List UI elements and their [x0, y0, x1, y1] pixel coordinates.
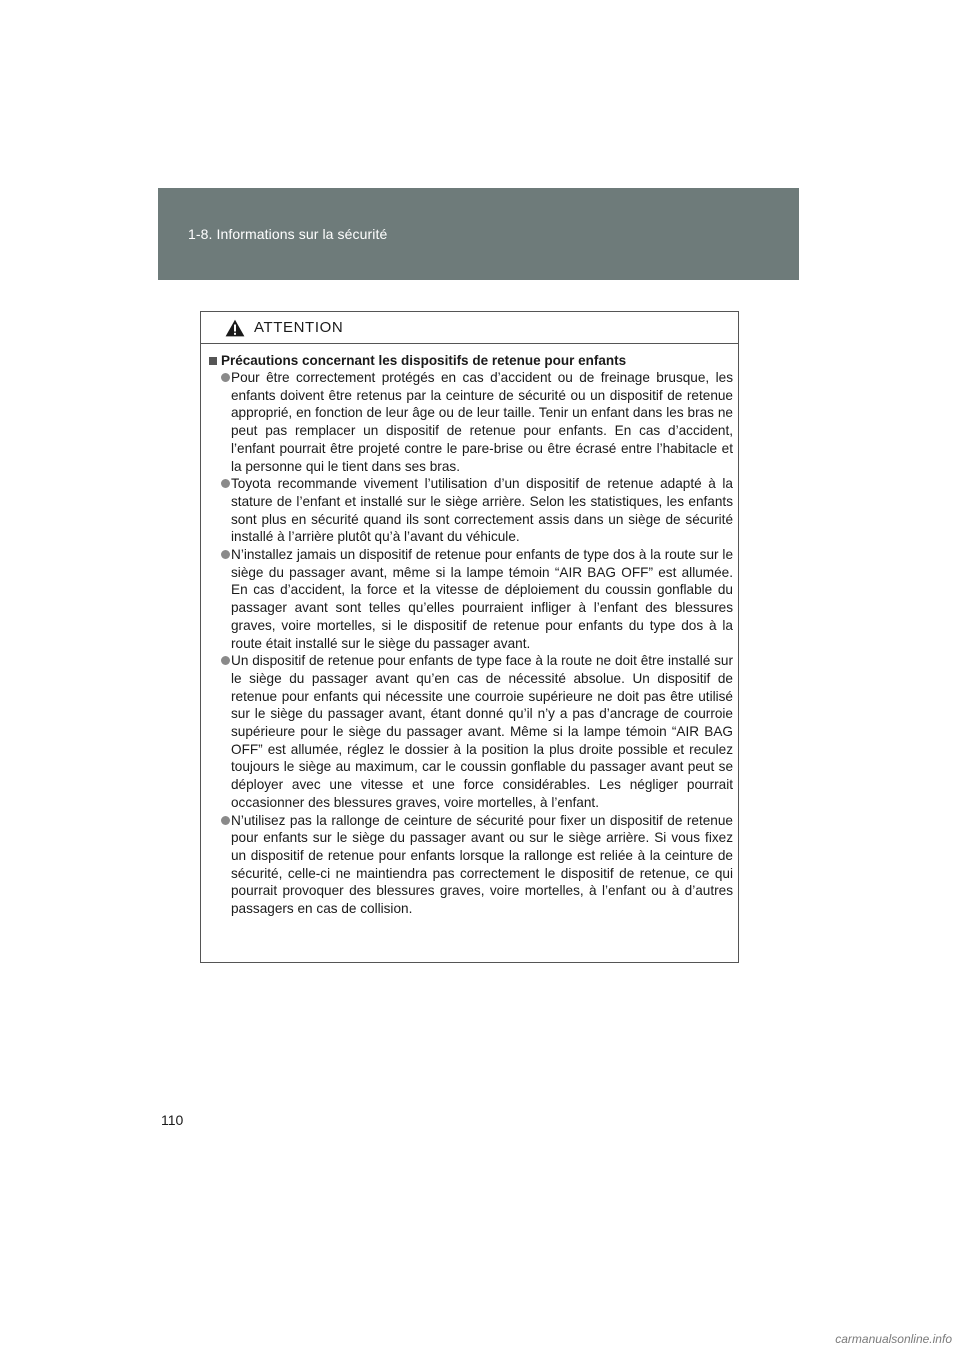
- attention-box: [200, 311, 739, 963]
- dot-bullet-icon: [221, 550, 230, 559]
- dot-bullet-icon: [221, 479, 230, 488]
- attention-heading-text: Précautions concernant les dispositifs de retenue pour enfants: [221, 353, 627, 368]
- dot-bullet-icon: [221, 373, 230, 382]
- attention-body: [201, 344, 738, 918]
- list-item: [209, 475, 733, 546]
- list-item-text: Toyota recommande vivement l’utilisation d’un dispositif de retenue adapté à la stature de l’enfant et installé sur le siège arrière. Selon les statistiques, les enfants sont plus en sécurité quand ils sont correctement assis dans un siège de sécurité installé à l’arrière plutôt qu’à l’avant du véhicule.: [231, 476, 733, 545]
- dot-bullet-icon: [221, 816, 230, 825]
- section-title: 1-8. Informations sur la sécurité: [188, 226, 388, 242]
- attention-heading: [209, 352, 733, 369]
- dot-bullet-icon: [221, 656, 230, 665]
- list-item: [209, 812, 733, 918]
- attention-label: ATTENTION: [254, 319, 344, 336]
- square-bullet-icon: [209, 357, 217, 365]
- warning-triangle-icon: [225, 319, 245, 337]
- list-item: [209, 369, 733, 475]
- section-header-band: [158, 188, 799, 280]
- list-item: [209, 652, 733, 811]
- list-item-text: Pour être correctement protégés en cas d’accident ou de freinage brusque, les enfants doivent être retenus par la ceinture de sécurité ou un dispositif de retenue approprié, en fonction de leur âge ou de leur taille. Tenir un enfant dans les bras ne peut pas remplacer un dispositif de retenue pour enfants. En cas d’accident, l’enfant pourrait être projeté contre le pare-brise ou être écrasé entre l’habitacle et la personne qui le tient dans ses bras.: [231, 370, 733, 474]
- page-number: 110: [161, 1112, 184, 1128]
- attention-header: [201, 312, 738, 344]
- watermark-text[interactable]: carmanualsonline.info: [835, 1332, 952, 1346]
- list-item: [209, 546, 733, 652]
- list-item-text: N’installez jamais un dispositif de retenue pour enfants de type dos à la route sur le siège du passager avant, même si la lampe témoin “AIR BAG OFF” est allumée. En cas d’accident, la force et la vitesse de déploiement du coussin gonflable du passager avant sont telles qu’elles pourraient infliger à l’enfant des blessures graves, voire mortelles, si le dispositif de retenue pour enfants du type dos à la route était installé sur le siège du passager avant.: [231, 547, 733, 651]
- list-item-text: N’utilisez pas la rallonge de ceinture de sécurité pour fixer un dispositif de retenue pour enfants sur le siège du passager avant ou sur le siège arrière. Si vous fixez un dispositif de retenue pour enfants lorsque la rallonge est reliée à la ceinture de sécurité, celle-ci ne maintiendra pas correctement le dispositif de retenue, ce qui pourrait provoquer des blessures graves, voire mortelles, à l’enfant ou à d’autres passagers en cas de collision.: [231, 812, 733, 917]
- list-item-text: Un dispositif de retenue pour enfants de type face à la route ne doit être installé sur le siège du passager avant qu’en cas de nécessité absolue. Un dispositif de retenue pour enfants qui nécessite une courroie supérieure ne doit pas être utilisé sur le siège du passager avant, étant donné qu’il n’y a pas d’ancrage de courroie supérieure pour le siège du passager avant. Même si la lampe témoin “AIR BAG OFF” est allumée, réglez le dossier à la position la plus droite possible et reculez toujours le siège au maximum, car le coussin gonflable du passager avant peut se déployer avec une vitesse et une force considérables. Les négliger pourrait occasionner des blessures graves, voire mortelles, à l’enfant.: [231, 653, 733, 810]
